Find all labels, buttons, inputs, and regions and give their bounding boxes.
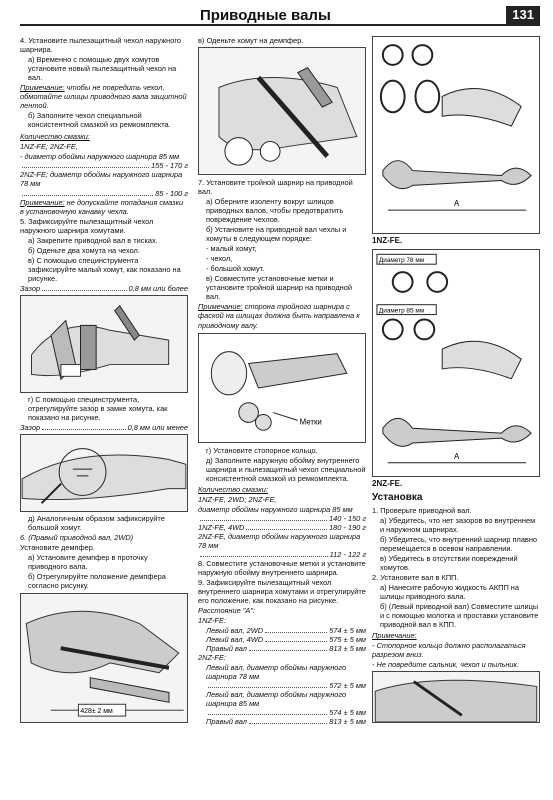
step-7b-3: - большой хомут. bbox=[206, 264, 265, 274]
damper-dimension: 428± 2 мм bbox=[80, 708, 113, 716]
marks-label: Метки bbox=[299, 416, 322, 426]
step-5a: а) Закрепите приводной вал в тисках. bbox=[28, 235, 158, 245]
step-5g: г) С помощью специнструмента, отрегулируйте зазор в замке хомута, как показано на рисунке. bbox=[28, 394, 168, 422]
distance-d1: Левый вал, 2WD 574 ± 5 мм bbox=[206, 626, 366, 636]
step-7b-1: - малый хомут, bbox=[206, 244, 257, 254]
grease-q4: 2NZ-FE, диаметр обоймы наружного шарнира 78 мм bbox=[198, 531, 361, 550]
grease-models: 1NZ-FE; 2NZ-FE, bbox=[20, 142, 78, 152]
distance-d4: Левый вал, диаметр обоймы наружного шарнира 78 мм bbox=[206, 663, 347, 682]
column-2: в) Оденьте хомут на демпфер. 7. Установите тройной шарнир на приводной вал. а) Оберните изоленту вокруг шлицов приводных валов, чтобы предотвратить повреждение чехлов. б) Установите на приводной вал чехлы и хомуты в следующем порядке: - малый хомут, - чехол, - большой хомут. в) Совместите установочные метки и установите тройной шарнир на приводной вал. Примечание: сторона тройного шарнира с фаской на шлицах должна быть направлена к приводному валу. Метки г) Установите стопорное кольцо. д) Заполните наружную обойму внутреннего шарнира и пылезащитный чехол специальной консистентной смазкой из ремкомплекта. Количество смазки: 1NZ-FE, 2WD; 2NZ-FE, диаметр обоймы наружного шарнира 85 мм 140 - 150 г 1NZ-FE, 4WD 180 - 190 г 2NZ-FE, диаметр обоймы наружного шарнира 78 мм 112 - 122 г 8. Совместите установочные метки и установите наружную обойму внутреннего шарнира. 9. Зафиксируйте пылезащитный чехол внутреннего шарнира хомутами и отрегулируйте его положение, как показано на рисунке. Расстояние "А": 1NZ-FE: Левый вал, 2WD 574 ± 5 мм Левый вал, 4WD 575 ± 5 мм Правый вал 813 ± 5 мм 2NZ-FE: Левый вал, диаметр обоймы наружного шарнира 78 мм 572 ± 5 мм Левый вал, диаметр обоймы наружного шарнира 85 мм 574 ± 5 мм Правый вал 813 ± 5 мм bbox=[198, 36, 366, 727]
note-3: Примечание: сторона тройного шарнира с фаской на шлицах должна быть направлена к приводному валу. bbox=[198, 302, 360, 330]
column-1 bbox=[20, 36, 188, 723]
step-5v: в) С помощью специнструмента зафиксируйте малый хомут, как показано на рисунке. bbox=[28, 255, 181, 283]
page-number: 131 bbox=[506, 6, 540, 24]
grease-q3: 1NZ-FE, 4WD 180 - 190 г bbox=[198, 522, 366, 532]
step-7: 7. Установите тройной шарнир на приводной вал. bbox=[198, 178, 353, 197]
figure-shaft-1nz bbox=[372, 36, 540, 234]
step-7d: д) Заполните наружную обойму внутреннего шарнира и пылезащитный чехол специальной консистентной смазкой из ремкомплекта. bbox=[206, 455, 366, 483]
grease-outer-85-value: 155 - 170 г bbox=[151, 161, 188, 171]
grease-outer-85: - диаметр обоймы наружного шарнира 85 мм bbox=[20, 152, 180, 162]
install-illustration bbox=[373, 672, 539, 722]
install-2: 2. Установите вал в КПП. bbox=[372, 572, 459, 582]
damper-clamp-illustration bbox=[199, 48, 365, 174]
install-2b: б) (Левый приводной вал) Совместите шлицы и с помощью молотка и проставки установите приводной вал в КПП. bbox=[380, 602, 539, 630]
distance-2nz: 2NZ-FE: bbox=[198, 653, 226, 663]
section-install: Установка bbox=[372, 491, 423, 503]
step-6a: а) Установите демпфер в проточку приводного вала. bbox=[28, 553, 148, 572]
install-1: 1. Проверьте приводной вал. bbox=[372, 505, 472, 515]
install-1a: а) Убедитесь, что нет зазоров во внутреннем и наружном шарнирах. bbox=[380, 515, 536, 534]
step-7g: г) Установите стопорное кольцо. bbox=[206, 445, 318, 455]
distance-1nz: 1NZ-FE: bbox=[198, 616, 226, 626]
figure-clamp-gap bbox=[20, 434, 188, 512]
damper-illustration bbox=[21, 594, 187, 722]
step-4: 4. Установите пылезащитный чехол наружного шарнира. bbox=[20, 36, 181, 55]
step-6: 6. (Правый приводной вал, 2WD) bbox=[20, 533, 134, 543]
note-4b: - Не повредите сальник, чехол и пыльник. bbox=[372, 660, 520, 670]
step-7a: а) Оберните изоленту вокруг шлицов приводных валов, чтобы предотвратить повреждение чехлов. bbox=[206, 197, 344, 225]
clamp-gap-illustration bbox=[21, 435, 187, 511]
grease-outer-78-value: 85 - 100 г bbox=[155, 188, 188, 198]
install-1v: в) Убедитесь в отсутствии повреждений хомутов. bbox=[380, 553, 518, 572]
figure-damper-clamp bbox=[198, 47, 366, 175]
clamp-tool-illustration bbox=[21, 296, 187, 392]
gap-2: Зазор 0,8 мм или менее bbox=[20, 422, 188, 432]
note-text: чтобы не повредить чехол, обмотайте шлицы приводного вала защитной лентой. bbox=[20, 83, 187, 111]
distance-d5: Левый вал, диаметр обоймы наружного шарнира 85 мм bbox=[206, 690, 347, 709]
step-7b: б) Установите на приводной вал чехлы и хомуты в следующем порядке: bbox=[206, 225, 347, 244]
install-1b: б) Убедитесь, что внутренний шарнир плавно перемещается в осевом направлении. bbox=[380, 534, 538, 553]
distance-d2: Левый вал, 4WD 575 ± 5 мм bbox=[206, 635, 366, 645]
tripod-illustration bbox=[199, 334, 365, 442]
shaft-2nz-illustration bbox=[373, 250, 539, 476]
step-5v2: в) Оденьте хомут на демпфер. bbox=[198, 36, 304, 45]
grease-qty-label-2: Количество смазки: bbox=[198, 484, 268, 494]
distance-d6: Правый вал 813 ± 5 мм bbox=[206, 717, 366, 727]
grease-q2: диаметр обоймы наружного шарнира 85 мм bbox=[198, 504, 353, 514]
diameter-78-tag: Диаметр 78 мм bbox=[378, 256, 425, 264]
distance-label: Расстояние "А": bbox=[198, 606, 255, 616]
note-1 bbox=[20, 83, 188, 110]
install-2a: а) Нанесите рабочую жидкость АКПП на шлицы приводного вала. bbox=[380, 582, 519, 601]
figure-install bbox=[372, 671, 540, 723]
grease-outer-78: 2NZ-FE; диаметр обоймы наружного шарнира 78 мм bbox=[20, 170, 183, 189]
note-2: Примечание: не допускайте попадания смазки в установочную канавку чехла. bbox=[20, 197, 184, 216]
step-4b: б) Заполните чехол специальной консистентной смазкой из ремкомплекта. bbox=[28, 111, 171, 130]
figure-2nz-label: 2NZ-FE. bbox=[372, 478, 403, 488]
figure-shaft-2nz bbox=[372, 249, 540, 477]
step-8: 8. Совместите установочные метки и установите наружную обойму внутреннего шарнира. bbox=[198, 558, 366, 577]
step-6-title: Установите демпфер. bbox=[20, 543, 95, 553]
figure-1nz-label: 1NZ-FE. bbox=[372, 236, 403, 245]
note-label: Примечание: bbox=[20, 83, 65, 93]
distance-d3: Правый вал 813 ± 5 мм bbox=[206, 644, 366, 654]
figure-damper bbox=[20, 593, 188, 723]
figure-small-clamp bbox=[20, 295, 188, 393]
grease-q1: 1NZ-FE, 2WD; 2NZ-FE, bbox=[198, 494, 277, 504]
column-3 bbox=[372, 36, 540, 723]
step-5: 5. Зафиксируйте пылезащитный чехол наружного шарнира хомутами. bbox=[20, 216, 154, 235]
diameter-85-tag: Диаметр 85 мм bbox=[378, 307, 425, 315]
step-5d: д) Аналогичным образом зафиксируйте большой хомут. bbox=[28, 513, 165, 532]
grease-qty-label: Количество смазки: bbox=[20, 132, 90, 142]
gap-1: Зазор 0,8 мм или более bbox=[20, 283, 188, 293]
note-4-label: Примечание: bbox=[372, 631, 417, 641]
step-5b: б) Оденьте два хомута на чехол. bbox=[28, 245, 140, 255]
page-header bbox=[20, 6, 540, 26]
note-4a: - Стопорное кольцо должно располагаться разрезом вниз. bbox=[372, 641, 526, 660]
step-4a: а) Временно с помощью двух хомутов установите новый пылезащитный чехол на вал. bbox=[28, 55, 177, 83]
step-7v: в) Совместите установочные метки и установите тройной шарнир на приводной вал. bbox=[206, 274, 352, 302]
dimension-a-2: A bbox=[454, 451, 460, 461]
shaft-1nz-illustration bbox=[373, 37, 539, 233]
figure-tripod bbox=[198, 333, 366, 443]
step-9: 9. Зафиксируйте пылезащитный чехол внутреннего шарнира хомутами и отрегулируйте его положение, как показано на рисунке. bbox=[198, 577, 366, 606]
step-7b-2: - чехол, bbox=[206, 254, 233, 264]
page-title: Приводные валы bbox=[200, 7, 331, 24]
dimension-a-1: A bbox=[454, 199, 460, 209]
step-6b: б) Отрегулируйте положение демпфера согласно рисунку. bbox=[28, 572, 166, 591]
